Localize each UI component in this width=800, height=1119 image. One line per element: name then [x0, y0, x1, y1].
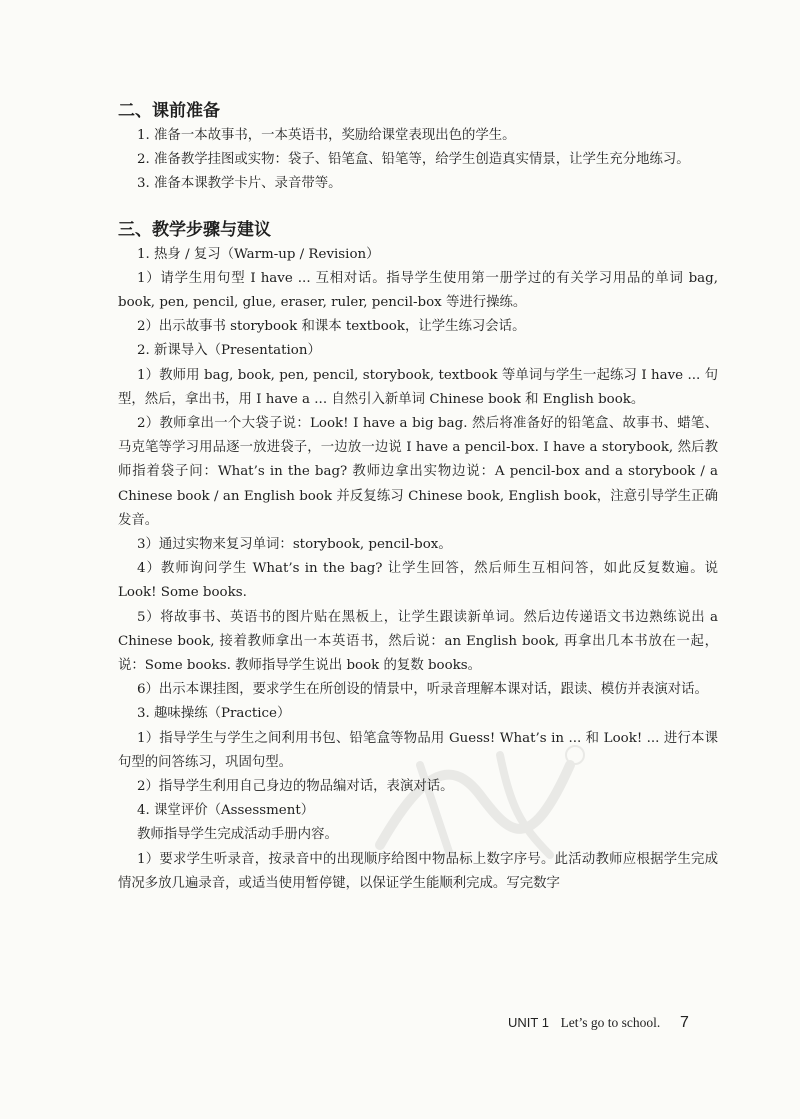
step2-item-5: 5）将故事书、英语书的图片贴在黑板上，让学生跟读新单词。然后边传递语文书边熟练说出 a Chinese book, 接着教师拿出一本英语书，然后说：an English book, 再拿出几本书放在一起，说：Some books. 教师指导学生说出 book 的复数 books。	[118, 609, 718, 674]
step2-item-2: 2）教师拿出一个大袋子说：Look! I have a big bag. 然后将准备好的铅笔盒、故事书、蜡笔、马克笔等学习用品逐一放进袋子，一边放一边说 I have a pencil-box. I have a storybook, 然后教师指着袋子问：What’s in the bag? 教师边拿出实物边说：A pencil-box and a storybook / a Chinese book / an English book 并反复练习 Chinese book, English book，注意引导学生正确发音。	[118, 416, 718, 528]
step4-heading: 4. 课堂评价（Assessment）	[137, 803, 315, 819]
step2-item-3: 3）通过实物来复习单词：storybook, pencil-box。	[137, 537, 452, 553]
step1-item-1: 1）请学生用句型 I have ... 互相对话。指导学生使用第一册学过的有关学习用品的单词 bag, book, pen, pencil, glue, eraser, ruler, pencil-box 等进行操练。	[118, 270, 718, 311]
step2-item-4: 4）教师询问学生 What’s in the bag? 让学生回答，然后师生互相问答，如此反复数遍。说 Look! Some books.	[118, 561, 718, 601]
step4-item-1: 教师指导学生完成活动手册内容。	[137, 827, 338, 843]
prep-item-2: 2. 准备教学挂图或实物：袋子、铅笔盒、铅笔等，给学生创造真实情景，让学生充分地练习。	[137, 152, 690, 168]
step2-item-1: 1）教师用 bag, book, pen, pencil, storybook, textbook 等单词与学生一起练习 I have ... 句型，然后，拿出书，用 I have a ... 自然引入新单词 Chinese book 和 English book。	[118, 367, 718, 407]
section-title-preparation: 二、课前准备	[118, 101, 220, 121]
step3-heading: 3. 趣味操练（Practice）	[137, 706, 291, 722]
step4-item-2: 1）要求学生听录音，按录音中的出现顺序给图中物品标上数字序号。此活动教师应根据学生完成情况多放几遍录音，或适当使用暂停键，以保证学生能顺利完成。写完数字	[118, 851, 718, 891]
page-number: 7	[679, 1014, 689, 1031]
prep-item-3: 3. 准备本课教学卡片、录音带等。	[137, 176, 342, 192]
step1-item-2: 2）出示故事书 storybook 和课本 textbook，让学生练习会话。	[137, 319, 526, 335]
main-content	[118, 98, 718, 896]
prep-item-1: 1. 准备一本故事书，一本英语书，奖励给课堂表现出色的学生。	[137, 128, 516, 143]
section-title-teaching-steps: 三、教学步骤与建议	[118, 219, 271, 240]
step2-item-6: 6）出示本课挂图，要求学生在所创设的情景中，听录音理解本课对话，跟读、模仿并表演对话。	[137, 682, 708, 698]
footer-unit-title: Let’s go to school.	[560, 1015, 661, 1030]
step2-heading: 2. 新课导入（Presentation）	[137, 343, 321, 359]
footer-unit-label: UNIT 1	[508, 1015, 549, 1030]
step1-heading: 1. 热身 / 复习（Warm-up / Revision）	[137, 246, 380, 262]
step3-item-1: 1）指导学生与学生之间利用书包、铅笔盒等物品用 Guess! What’s in ... 和 Look! ... 进行本课句型的问答练习，巩固句型。	[118, 730, 718, 770]
page-footer	[508, 1014, 720, 1036]
section-spacer	[118, 197, 718, 217]
step3-item-2: 2）指导学生利用自己身边的物品编对话，表演对话。	[137, 779, 454, 795]
